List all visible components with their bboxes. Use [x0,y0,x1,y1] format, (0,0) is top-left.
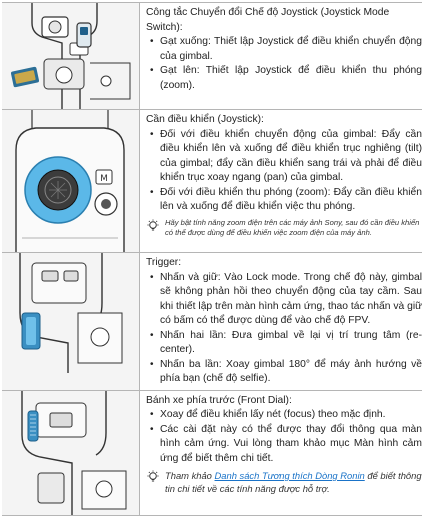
compatibility-list-link[interactable]: Danh sách Tương thích Dòng Ronin [214,470,365,481]
front-dial-illustration [2,391,138,515]
tip-suffix: để biết thông tin chi tiết về các tính năng được hỗ trợ. [165,470,422,494]
row-joystick [2,110,422,253]
text-mode-switch [140,3,423,110]
section-title: Trigger: [146,257,182,268]
list-item: • Xoay để điều khiển lấy nét (focus) theo mặc định. [146,408,422,423]
tip-note [146,218,422,238]
illustration-mode-switch [2,3,140,110]
list-item: • Nhấn ba lần: Xoay gimbal 180° để máy ảnh hướng về phía bạn (chế độ selfie). [146,358,422,387]
trigger-illustration [2,253,138,373]
list-item: • Nhấn và giữ: Vào Lock mode. Trong chế độ này, gimbal sẽ không phản hồi theo chuyển động của tay cầm. Sau khi thiết lập trên màn hình cảm ứng, thao tác nhấn và giữ có bấm có thể được dùng để vào chế độ FPV. [146,271,422,329]
joystick-illustration [2,110,138,252]
bullet-list [146,271,422,387]
list-item: • Đối với điều khiển chuyển động của gimbal: Đẩy cần điều khiển lên và xuống để điều khiển trục nghiêng (tilt) của gimbal; đẩy cần điều khiển sang trái và phải để điều khiển trục xoay ngang (pan) của gimbal. [146,128,422,186]
text-front-dial [140,390,423,515]
row-front-dial [2,390,422,515]
tip-note [146,469,422,495]
bullet-list [146,35,422,93]
tip-text [165,469,422,495]
list-item: • Gạt xuống: Thiết lập Joystick để điều khiển chuyển động của gimbal. [146,35,422,64]
svg-text:M: M [100,174,108,184]
mode-switch-illustration [2,3,138,109]
section-title: Bánh xe phía trước (Front Dial): [146,394,292,406]
manual-table [2,2,422,516]
list-item: • Gạt lên: Thiết lập Joystick để điều khiển thu phóng (zoom). [146,64,422,93]
section-title: Công tắc Chuyển đổi Chế độ Joystick (Joystick Mode Switch): [146,7,390,33]
text-joystick [140,110,423,253]
illustration-front-dial [2,390,140,515]
lightbulb-tip-icon [146,470,160,484]
bullet-list [146,128,422,215]
list-item: • Đối với điều khiển thu phóng (zoom): Đẩy cần điều khiển lên và xuống để điều khiển việc thu phóng. [146,186,422,215]
illustration-joystick [2,110,140,253]
section-title: Cần điều khiển (Joystick): [146,114,264,125]
tip-text: Hãy bật tính năng zoom điện trên các máy ảnh Sony, sau đó cần điều khiển có thể được dùng để điều khiển việc zoom điện của máy ảnh. [165,217,420,237]
tip-prefix: Tham khảo [165,470,212,481]
list-item: • Nhấn hai lần: Đưa gimbal về lại vị trí trung tâm (re-center). [146,329,422,358]
row-trigger [2,253,422,391]
illustration-trigger [2,253,140,391]
row-joystick-mode-switch [2,3,422,110]
text-trigger [140,253,423,391]
bullet-list [146,408,422,466]
list-item: • Các cài đặt này có thể được thay đổi thông qua màn hình cảm ứng. Vui lòng tham khảo mục Màn hình cảm ứng để biết thêm chi tiết. [146,423,422,467]
lightbulb-tip-icon [146,219,160,233]
